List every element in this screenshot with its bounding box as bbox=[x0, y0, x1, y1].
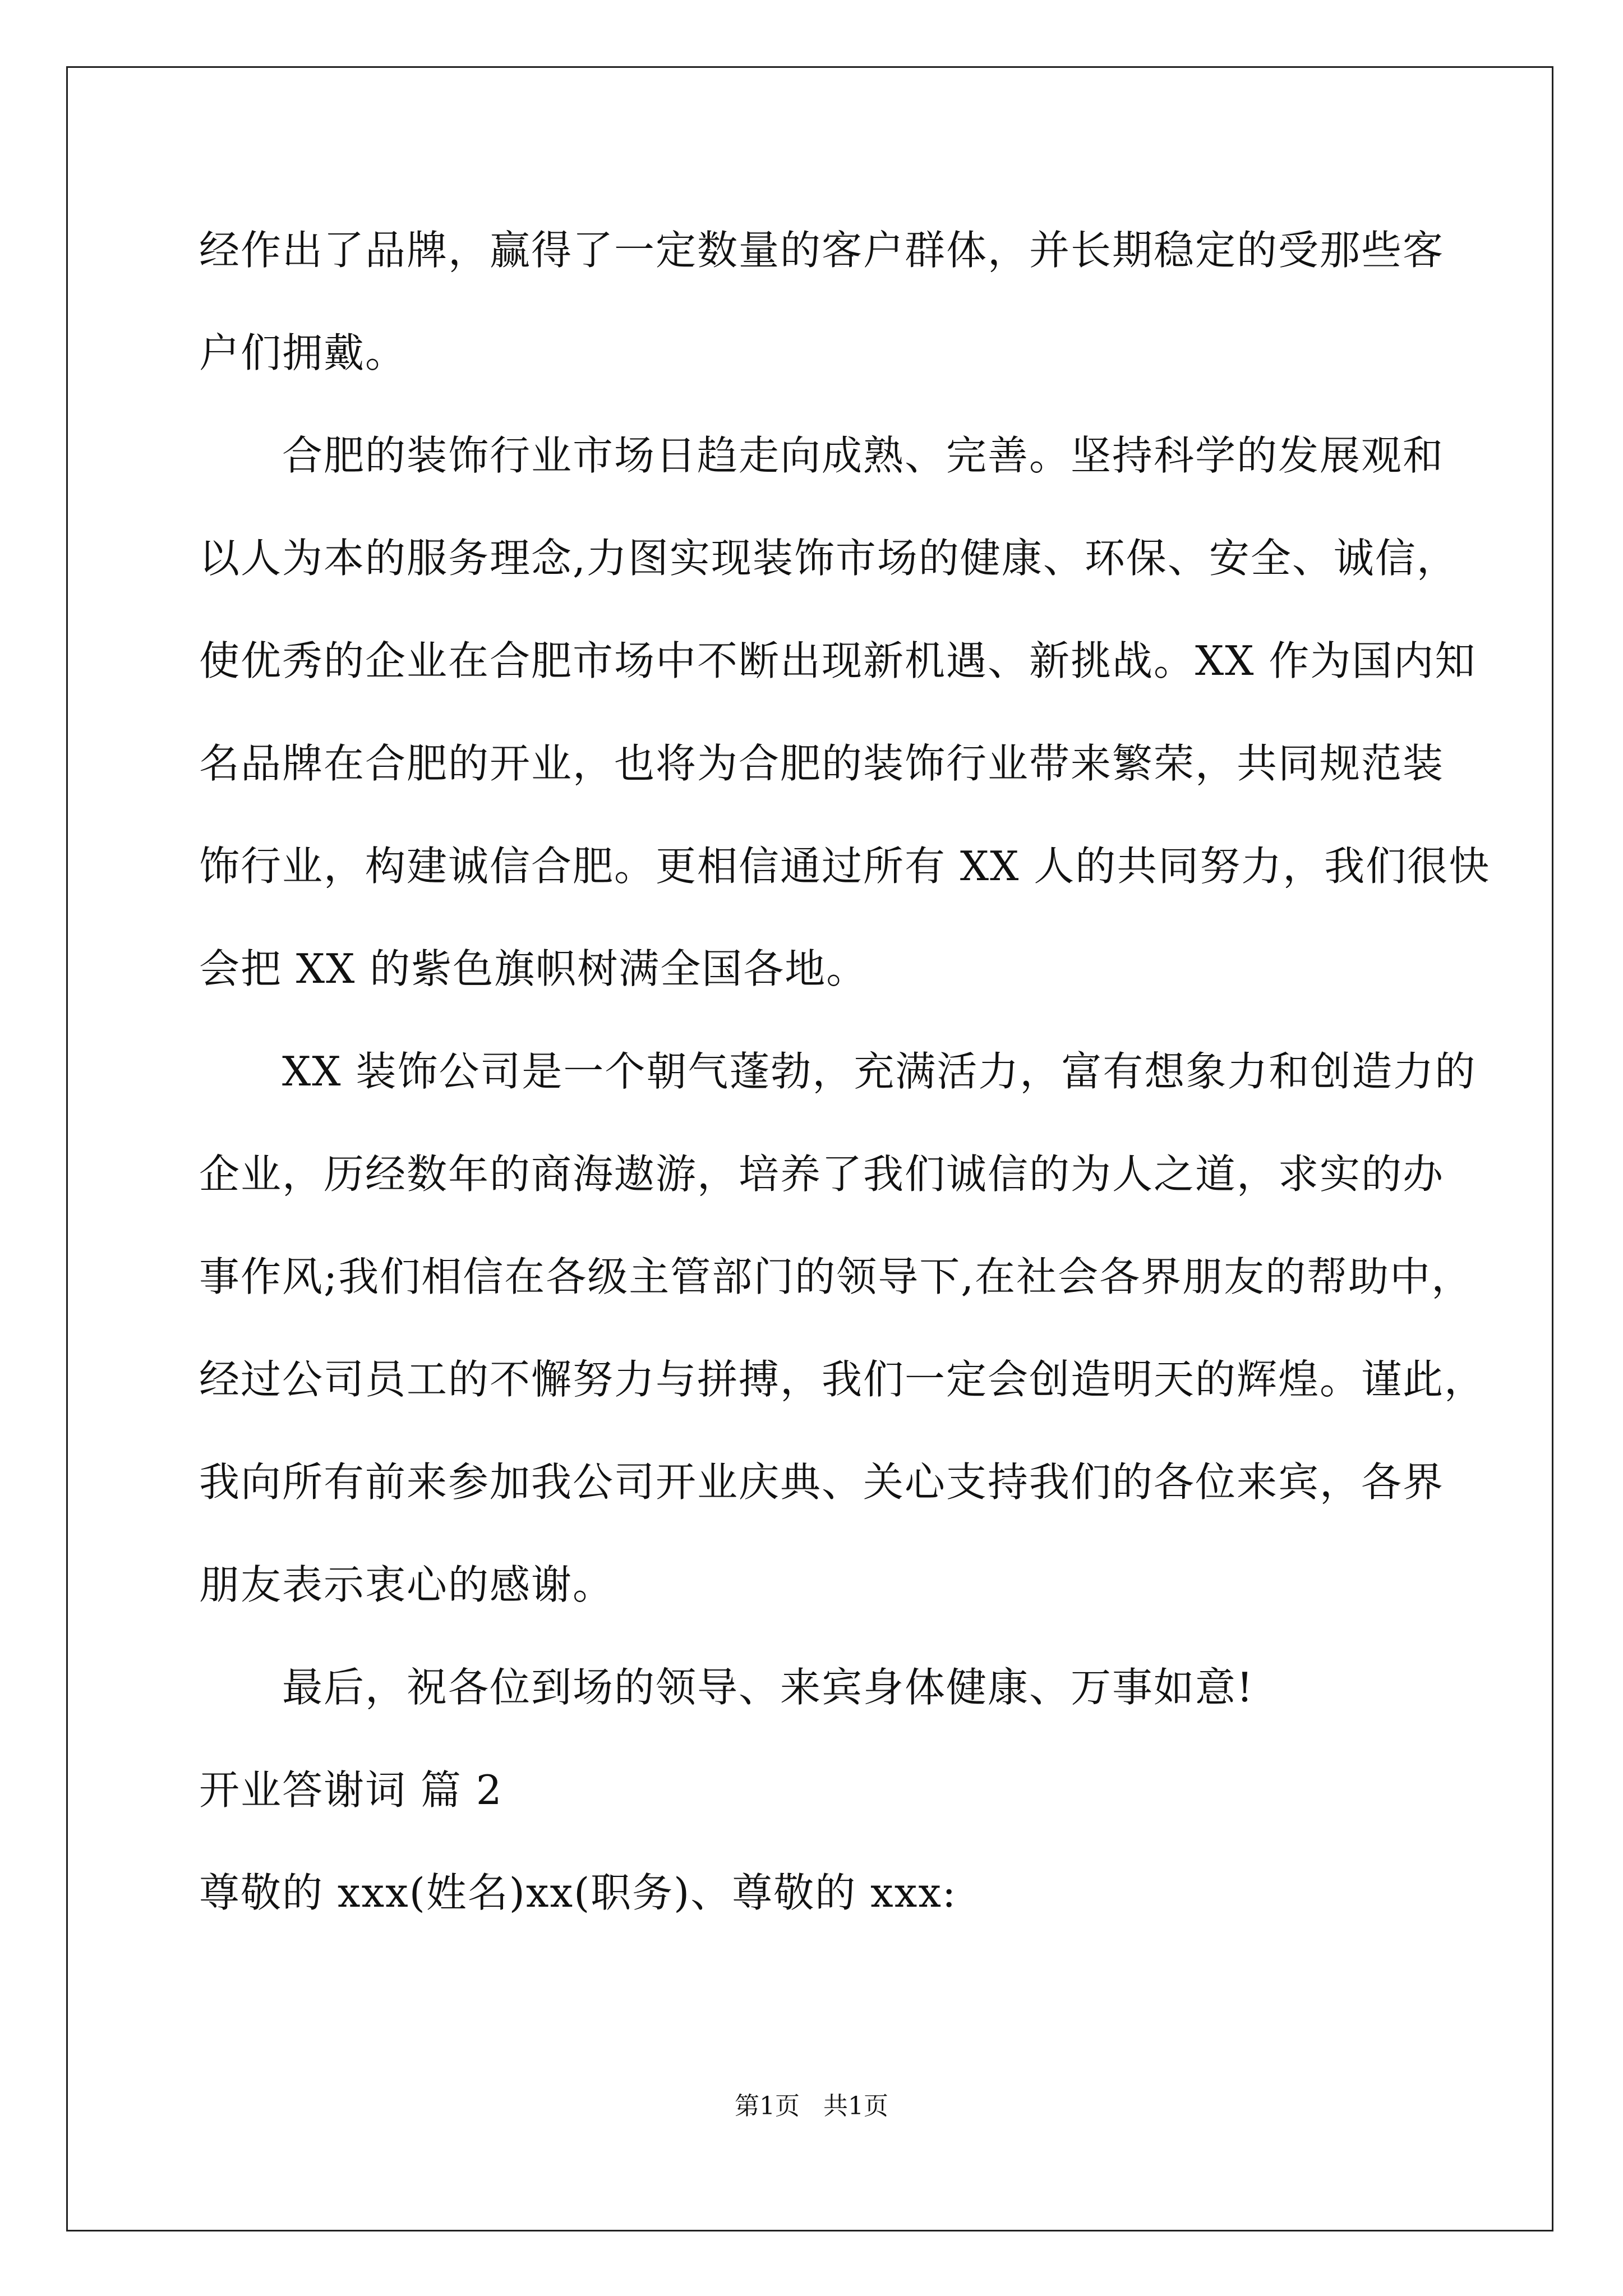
section-heading: 开业答谢词 篇 2 bbox=[199, 1766, 503, 1814]
page-footer bbox=[0, 2086, 1623, 2122]
page-number-total: 共1页 bbox=[823, 2092, 888, 2120]
paragraph-start-line: XX 装饰公司是一个朝气蓬勃，充满活力，富有想象力和创造力的 bbox=[282, 1048, 1477, 1095]
text-line: 户们拥戴。 bbox=[199, 329, 407, 376]
text-line: 经过公司员工的不懈努力与拼搏，我们一定会创造明天的辉煌。谨此， bbox=[199, 1356, 1486, 1403]
text-line: 经作出了品牌，赢得了一定数量的客户群体，并长期稳定的受那些客 bbox=[199, 227, 1445, 274]
text-line: 使优秀的企业在合肥市场中不断出现新机遇、新挑战。XX 作为国内知 bbox=[199, 637, 1477, 684]
paragraph-start-line: 最后，祝各位到场的领导、来宾身体健康、万事如意! bbox=[282, 1664, 1254, 1711]
text-line: 事作风;我们相信在各级主管部门的领导下,在社会各界朋友的帮助中， bbox=[199, 1253, 1473, 1300]
text-line: 会把 XX 的紫色旗帜树满全国各地。 bbox=[199, 945, 868, 992]
text-line: 饰行业，构建诚信合肥。更相信通过所有 XX 人的共同努力，我们很快 bbox=[199, 843, 1491, 890]
text-line: 朋友表示衷心的感谢。 bbox=[199, 1561, 615, 1608]
text-line: 我向所有前来参加我公司开业庆典、关心支持我们的各位来宾，各界 bbox=[199, 1458, 1445, 1506]
text-line: 企业，历经数年的商海遨游，培养了我们诚信的为人之道，求实的办 bbox=[199, 1151, 1445, 1198]
document-body bbox=[199, 199, 1491, 1944]
text-line: 名品牌在合肥的开业，也将为合肥的装饰行业带来繁荣，共同规范装 bbox=[199, 740, 1445, 787]
text-line: 以人为本的服务理念,力图实现装饰市场的健康、环保、安全、诚信， bbox=[199, 535, 1458, 582]
salutation-line: 尊敬的 xxx(姓名)xx(职务)、尊敬的 xxx: bbox=[199, 1869, 957, 1916]
page-number-current: 第1页 bbox=[735, 2092, 800, 2120]
paragraph-start-line: 合肥的装饰行业市场日趋走向成熟、完善。坚持科学的发展观和 bbox=[282, 432, 1445, 479]
